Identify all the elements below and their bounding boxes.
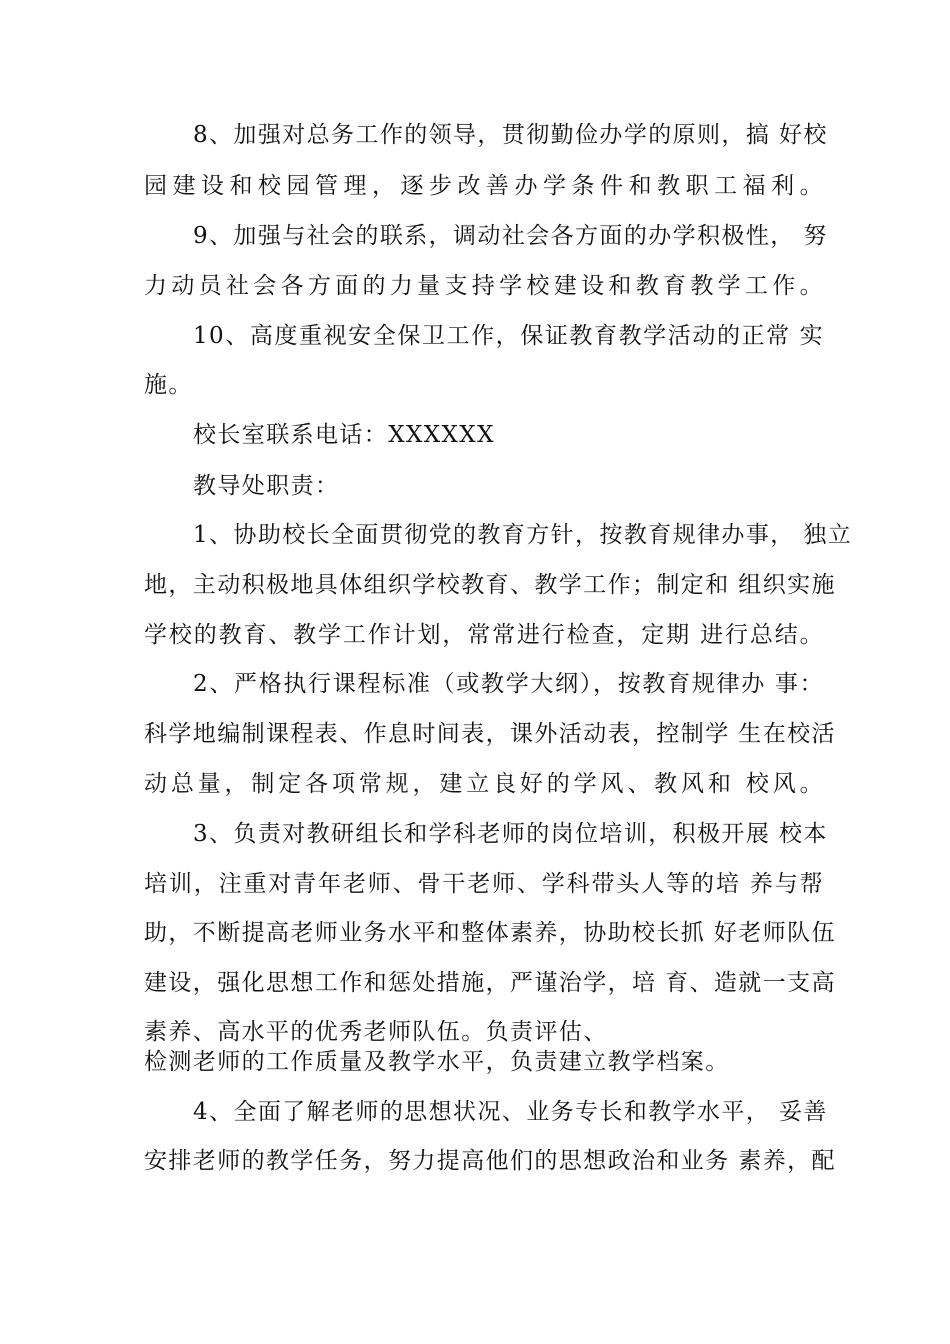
text-line: 培训，注重对青年老师、骨干老师、学科带头人等的培 养与帮	[144, 871, 824, 897]
text-line: 建设，强化思想工作和惩处措施，严谨治学，培 育、造就一支高	[144, 970, 836, 996]
text-line: 10、高度重视安全保卫工作，保证教育教学活动的正常 实	[193, 323, 824, 349]
text-line: 安排老师的教学任务，努力提高他们的思想政治和业务 素养，配	[144, 1148, 836, 1174]
text-line: 园建设和校园管理，逐步改善办学条件和教职工福利。	[144, 173, 824, 199]
text-line: 施。	[144, 372, 193, 398]
text-line: 动总量，制定各项常规，建立良好的学风、教风和 校风。	[144, 771, 824, 797]
text-line: 9、加强与社会的联系，调动社会各方面的办学积极性， 努	[193, 223, 828, 249]
text-line: 4、全面了解老师的思想状况、业务专长和教学水平， 妥善	[193, 1099, 828, 1125]
text-line: 检测老师的工作质量及教学水平，负责建立教学档案。	[144, 1049, 730, 1075]
section-heading: 教导处职责：	[193, 473, 340, 499]
text-line: 3、负责对教研组长和学科老师的岗位培训，积极开展 校本	[193, 821, 828, 847]
text-line: 助，不断提高老师业务水平和整体素养，协助校长抓 好老师队伍	[144, 920, 836, 946]
text-line: 8、加强对总务工作的领导，贯彻勤俭办学的原则，搞 好校	[193, 122, 828, 148]
text-line: 力动员社会各方面的力量支持学校建设和教育教学工作。	[144, 273, 824, 299]
text-line: 素养、高水平的优秀老师队伍。负责评估、	[144, 1019, 608, 1045]
text-line: 地，主动积极地具体组织学校教育、教学工作；制定和 组织实施	[144, 572, 836, 598]
text-line: 2、严格执行课程标准（或教学大纲），按教育规律办 事：	[193, 671, 824, 697]
text-line: 1、协助校长全面贯彻党的教育方针，按教育规律办事， 独立	[193, 522, 853, 548]
text-line: 学校的教育、教学工作计划，常常进行检查，定期 进行总结。	[144, 622, 824, 648]
text-line: 校长室联系电话：XXXXXX	[193, 422, 495, 448]
text-line: 科学地编制课程表、作息时间表，课外活动表，控制学 生在校活	[144, 721, 836, 747]
